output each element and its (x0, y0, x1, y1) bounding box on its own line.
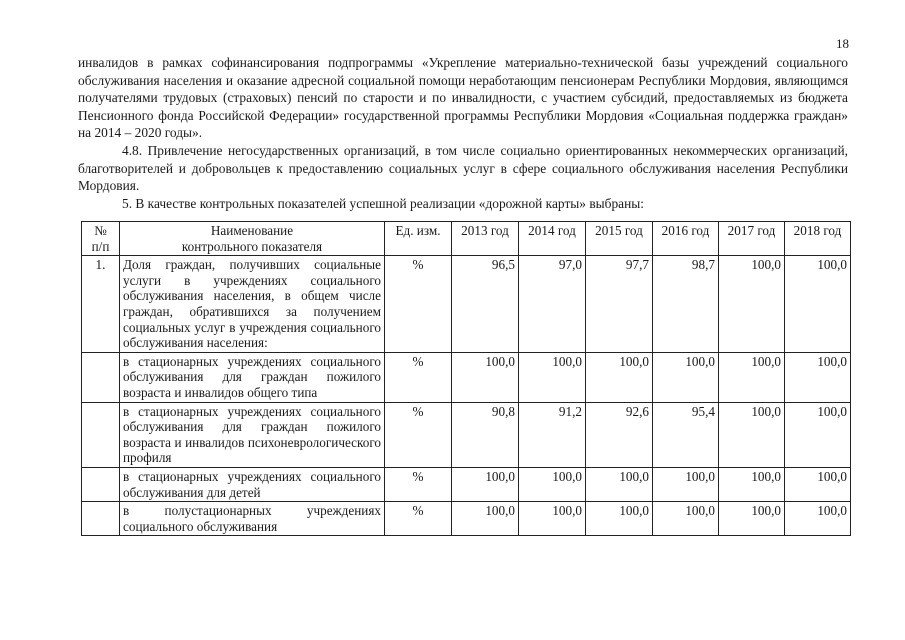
indicator-name: в стационарных учреждениях социального обслуживания для граждан пожилого возраста и инвалидов психоневрологического профиля (120, 402, 385, 467)
indicator-name: в полустационарных учреждениях социального обслуживания (120, 502, 385, 536)
body-text (78, 54, 848, 212)
row-number (82, 352, 120, 402)
indicator-name: в стационарных учреждениях социального обслуживания для детей (120, 467, 385, 501)
value-cell: 97,0 (519, 256, 586, 353)
header-name-line2: контрольного показателя (181, 238, 323, 254)
row-number (82, 502, 120, 536)
header-unit: Ед. изм. (385, 222, 452, 256)
value-cell: 100,0 (785, 467, 851, 501)
row-number: 1. (82, 256, 120, 353)
indicators-table (81, 221, 851, 536)
value-cell: 100,0 (452, 352, 519, 402)
value-cell: 95,4 (653, 402, 719, 467)
header-year: 2018 год (785, 222, 851, 256)
value-cell: 100,0 (452, 502, 519, 536)
value-cell: 100,0 (586, 352, 653, 402)
unit-cell: % (385, 352, 452, 402)
value-cell: 90,8 (452, 402, 519, 467)
page-number: 18 (836, 36, 849, 51)
unit-cell: % (385, 256, 452, 353)
header-year: 2013 год (452, 222, 519, 256)
value-cell: 97,7 (586, 256, 653, 353)
value-cell: 100,0 (586, 467, 653, 501)
value-cell: 98,7 (653, 256, 719, 353)
value-cell: 100,0 (785, 256, 851, 353)
paragraph-continuation: инвалидов в рамках софинансирования подпрограммы «Укрепление материально-технической базы учреждений социального обслуживания населения и оказание адресной социальной помощи неработающим пенсионерам Республики Мордовия, являющимся получателями трудовых (страховых) пенсий по старости и по инвалидности, с участием субсидий, предоставляемых из бюджета Пенсионного фонда Российской Федерации» государственной программы Республики Мордовия «Социальная поддержка граждан» на 2014 – 2020 годы». (78, 55, 848, 141)
header-year: 2016 год (653, 222, 719, 256)
value-cell: 100,0 (452, 467, 519, 501)
value-cell: 100,0 (719, 352, 785, 402)
table-header-row (82, 222, 851, 256)
header-name-line1: Наименование (210, 223, 294, 238)
value-cell: 100,0 (519, 467, 586, 501)
header-name (120, 222, 385, 256)
value-cell: 100,0 (653, 352, 719, 402)
paragraph-5: 5. В качестве контрольных показателей успешной реализации «дорожной карты» выбраны: (122, 195, 644, 211)
header-num-line1: № (94, 223, 107, 238)
table-row (82, 402, 851, 467)
value-cell: 100,0 (785, 402, 851, 467)
value-cell: 100,0 (719, 402, 785, 467)
value-cell: 100,0 (719, 256, 785, 353)
value-cell: 100,0 (785, 502, 851, 536)
unit-cell: % (385, 467, 452, 501)
unit-cell: % (385, 502, 452, 536)
header-num (82, 222, 120, 256)
header-year: 2015 год (586, 222, 653, 256)
value-cell: 92,6 (586, 402, 653, 467)
value-cell: 100,0 (719, 502, 785, 536)
value-cell: 100,0 (653, 502, 719, 536)
value-cell: 91,2 (519, 402, 586, 467)
value-cell: 100,0 (653, 467, 719, 501)
value-cell: 96,5 (452, 256, 519, 353)
header-year: 2014 год (519, 222, 586, 256)
value-cell: 100,0 (519, 502, 586, 536)
header-num-line2: п/п (91, 238, 110, 254)
unit-cell: % (385, 402, 452, 467)
table-row (82, 502, 851, 536)
value-cell: 100,0 (586, 502, 653, 536)
value-cell: 100,0 (719, 467, 785, 501)
value-cell: 100,0 (785, 352, 851, 402)
table-row (82, 352, 851, 402)
indicator-name: в стационарных учреждениях социального обслуживания для граждан пожилого возраста и инвалидов общего типа (120, 352, 385, 402)
indicator-name: Доля граждан, получивших социальные услуги в учреждениях социального обслуживания населения, в общем числе граждан, обратившихся за получением социальных услуг в учреждения социального обслуживания населения: (120, 256, 385, 353)
value-cell: 100,0 (519, 352, 586, 402)
paragraph-4-8: 4.8. Привлечение негосударственных организаций, в том числе социально ориентированных некоммерческих организаций, благотворителей и добровольцев к предоставлению социальных услуг в сфере социального обслуживания населения Республики Мордовия. (78, 142, 848, 194)
row-number (82, 467, 120, 501)
header-year: 2017 год (719, 222, 785, 256)
row-number (82, 402, 120, 467)
table-row (82, 467, 851, 501)
table-row (82, 256, 851, 353)
